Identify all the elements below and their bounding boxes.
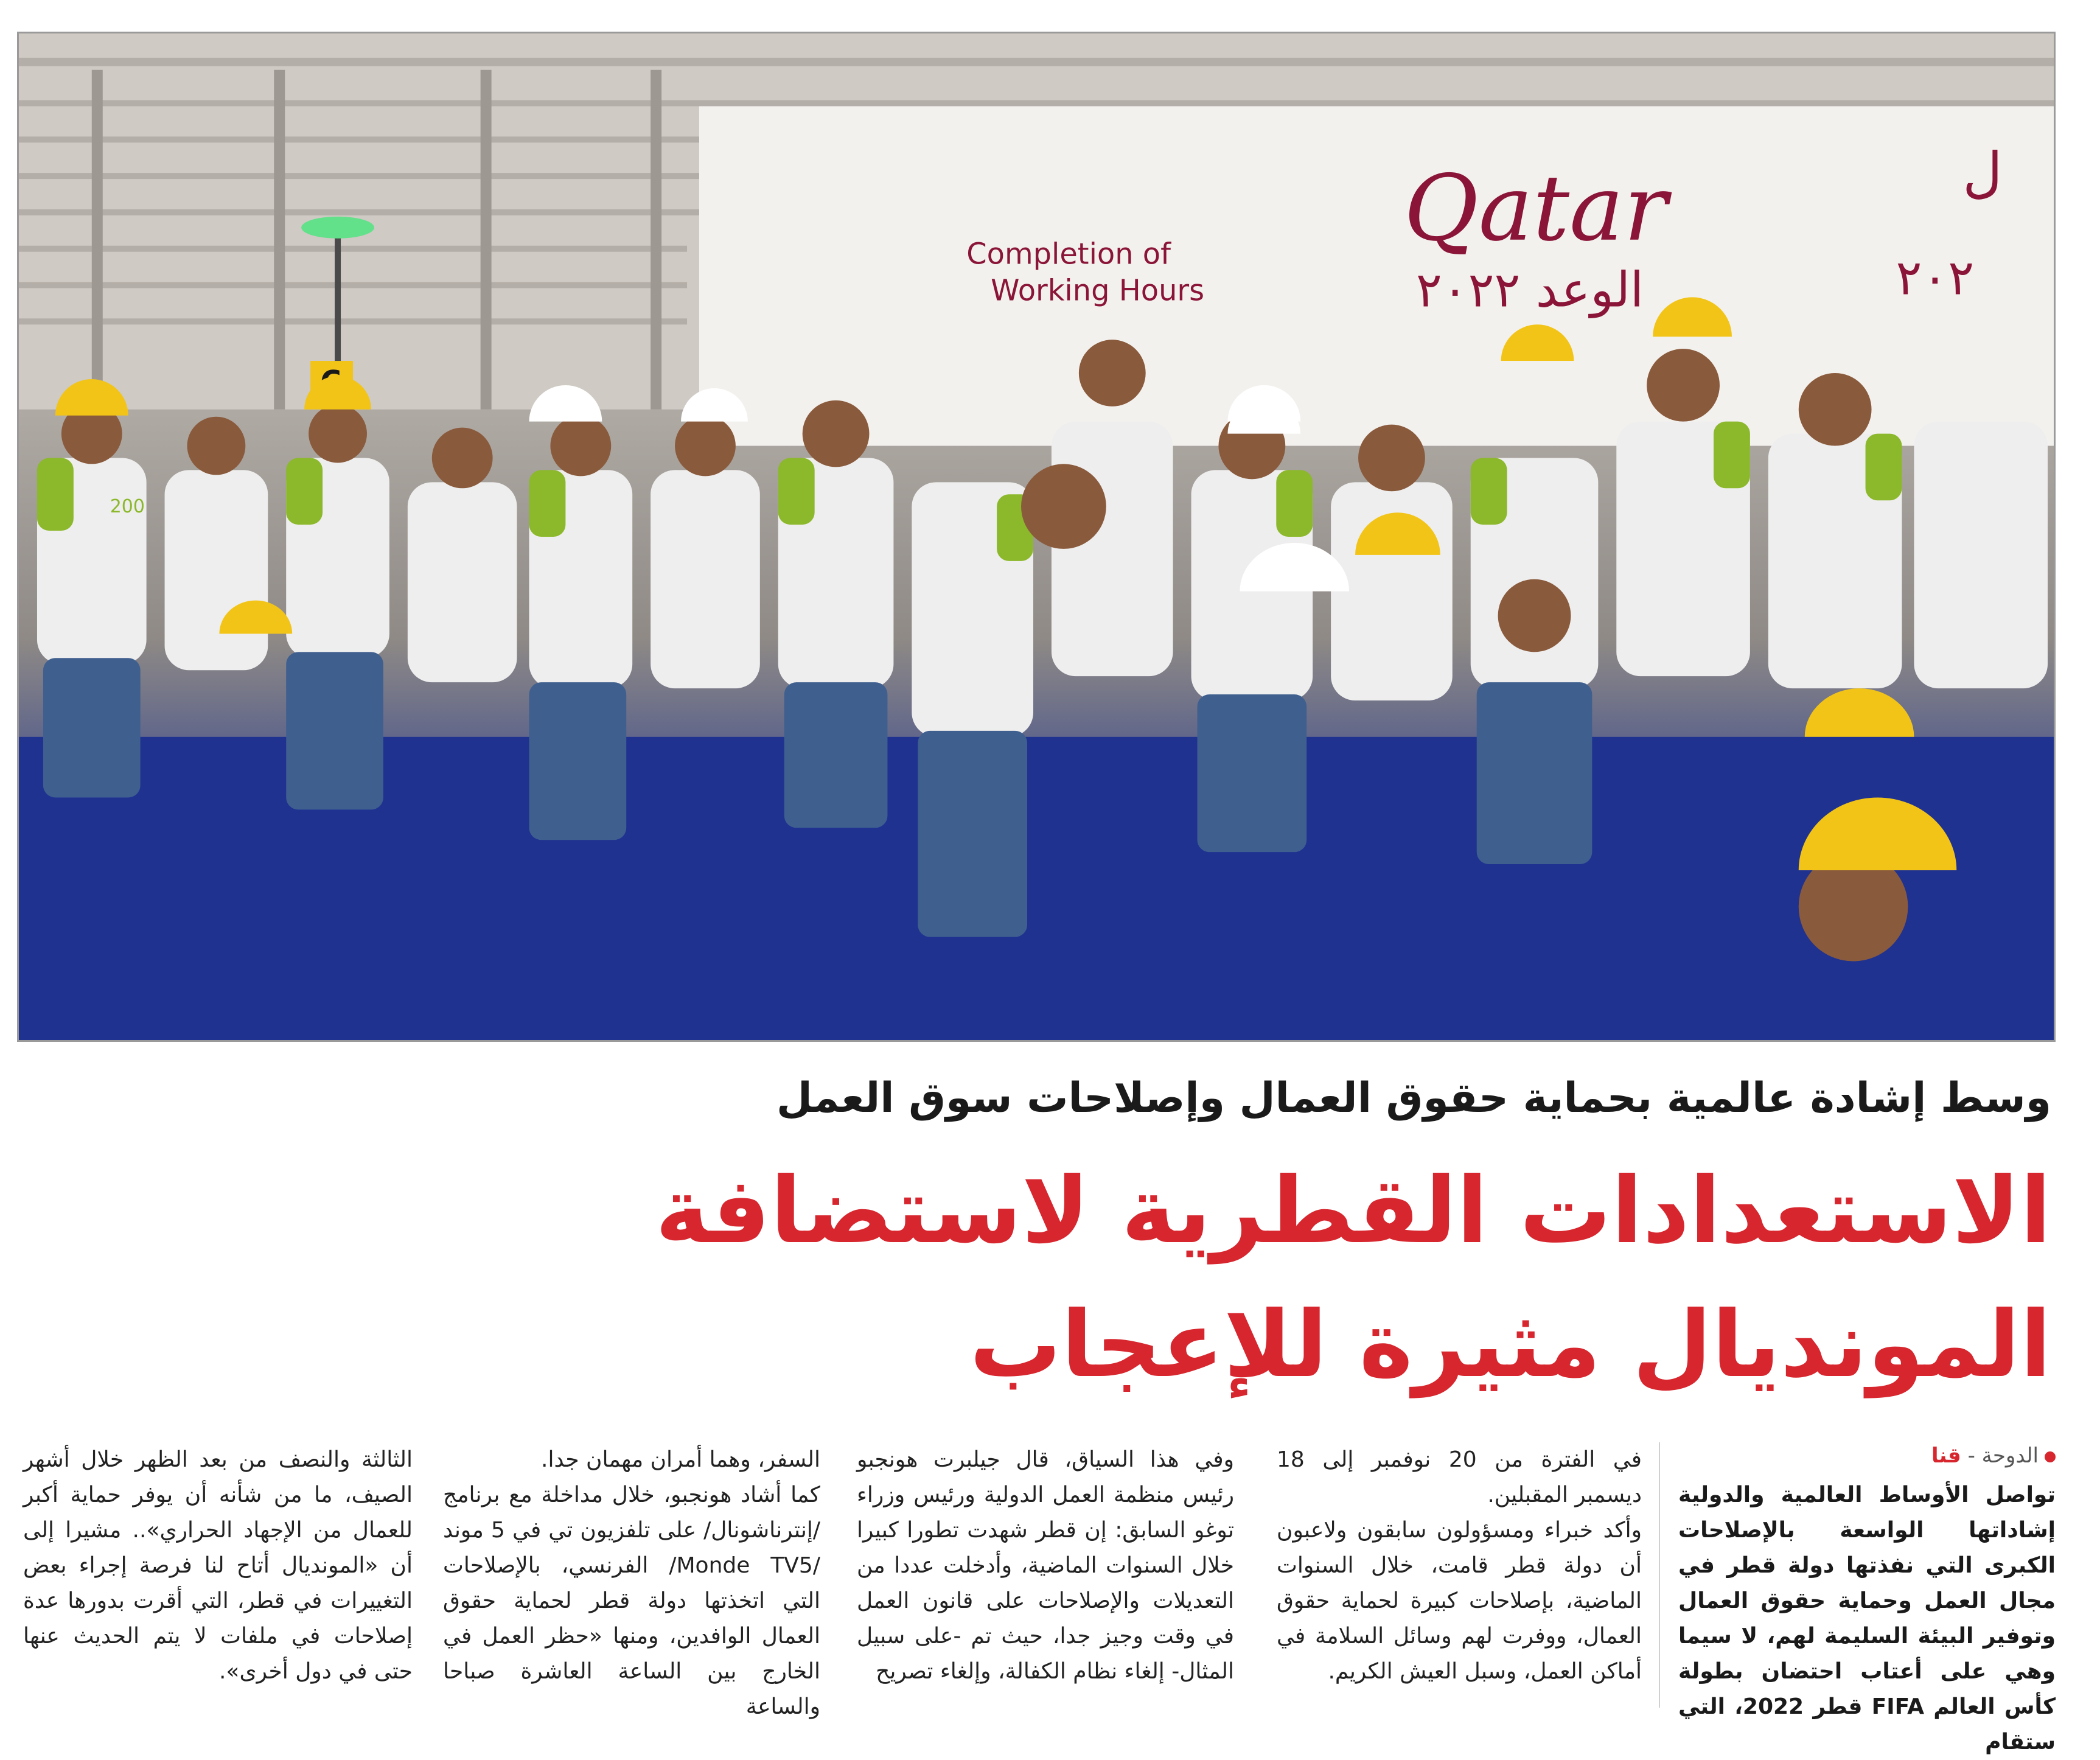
banner-completion-line2: Working Hours <box>991 274 1205 308</box>
article-column-5 <box>23 1442 413 1689</box>
article-column-4 <box>443 1442 820 1725</box>
shirt-number-text: 200 <box>110 496 145 518</box>
headline-line-1: الاستعدادات القطرية لاستضافة <box>655 1158 2051 1264</box>
dateline-city: الدوحة - <box>1967 1444 2039 1468</box>
banner-completion-line1: Completion of <box>966 237 1171 271</box>
column-divider <box>1659 1442 1660 1708</box>
article-column-1 <box>1678 1442 2056 1760</box>
headline-line-2: المونديال مثيرة للإعجاب <box>969 1292 2051 1398</box>
banner-brand-text: Qatar <box>1403 155 1667 262</box>
article-body <box>17 1442 2056 1755</box>
banner-brand-arabic: الوعد ٢٠٢٢ <box>1415 261 1644 318</box>
article-column-2 <box>1277 1442 1642 1689</box>
banner-arabic-fragment: ل <box>1962 141 2003 205</box>
article-kicker: وسط إشادة عالمية بحماية حقوق العمال وإصلاحات سوق العمل <box>776 1074 2051 1122</box>
column-5-text: الثالثة والنصف من بعد الظهر خلال أشهر الصيف، ما من شأنه أن يوفر حماية أكبر للعمال من الإجهاد الحراري».. مشيرا إلى أن «المونديال أتاح لنا فرصة إجراء بعض التغييرات في قطر، التي أقرت بدورها عدة إصلاحات في ملفات لا يتم الحديث عنها حتى في دول أخرى». <box>23 1447 413 1684</box>
dateline <box>1678 1442 2056 1469</box>
banner-year-arabic: ٢٠٢ <box>1896 249 1975 306</box>
column-4-text: السفر، وهما أمران مهمان جدا. كما أشاد هونجبو، خلال مداخلة مع برنامج /إنترناشونال/ على تلفزيون تي في 5 موند /Monde TV5/ الفرنسي، بالإصلاحات التي اتخذتها دولة قطر لحماية حقوق العمال الوافدين، ومنها «حظر العمل في الخارج بين الساعة العاشرة صباحا والساعة <box>443 1447 821 1719</box>
crowd-photo-illustration <box>19 33 2054 1040</box>
dateline-agency: قنا <box>1931 1444 1961 1468</box>
news-photo <box>17 32 2056 1042</box>
dateline-dot-icon <box>2045 1451 2056 1462</box>
column-2-text: في الفترة من 20 نوفمبر إلى 18 ديسمبر المقبلين. وأكد خبراء ومسؤولون سابقون ولاعبون أن دولة قطر قامت، خلال السنوات الماضية، بإصلاحات كبيرة لحماية حقوق العمال، ووفرت لهم وسائل السلامة في أماكن العمل، وسبل العيش الكريم. <box>1277 1447 1642 1684</box>
article-headline <box>43 1144 2051 1412</box>
column-1-text: تواصل الأوساط العالمية والدولية إشاداتها الواسعة بالإصلاحات الكبرى التي نفذتها دولة قطر في مجال العمل وحماية حقوق العمال وتوفير البيئة السليمة لهم، لا سيما وهي على أعتاب احتضان بطولة كأس العالم FIFA قطر 2022، التي ستقام <box>1678 1482 2056 1755</box>
column-3-text: وفي هذا السياق، قال جيلبرت هونجبو رئيس منظمة العمل الدولية ورئيس وزراء توغو السابق: إن قطر شهدت تطورا كبيرا خلال السنوات الماضية، وأدخلت عددا من التعديلات والإصلاحات على قانون العمل في وقت وجيز جدا، حيث تم -على سبيل المثال- إلغاء نظام الكفالة، وإلغاء تصريح <box>857 1447 1234 1684</box>
article-column-3 <box>857 1442 1234 1689</box>
